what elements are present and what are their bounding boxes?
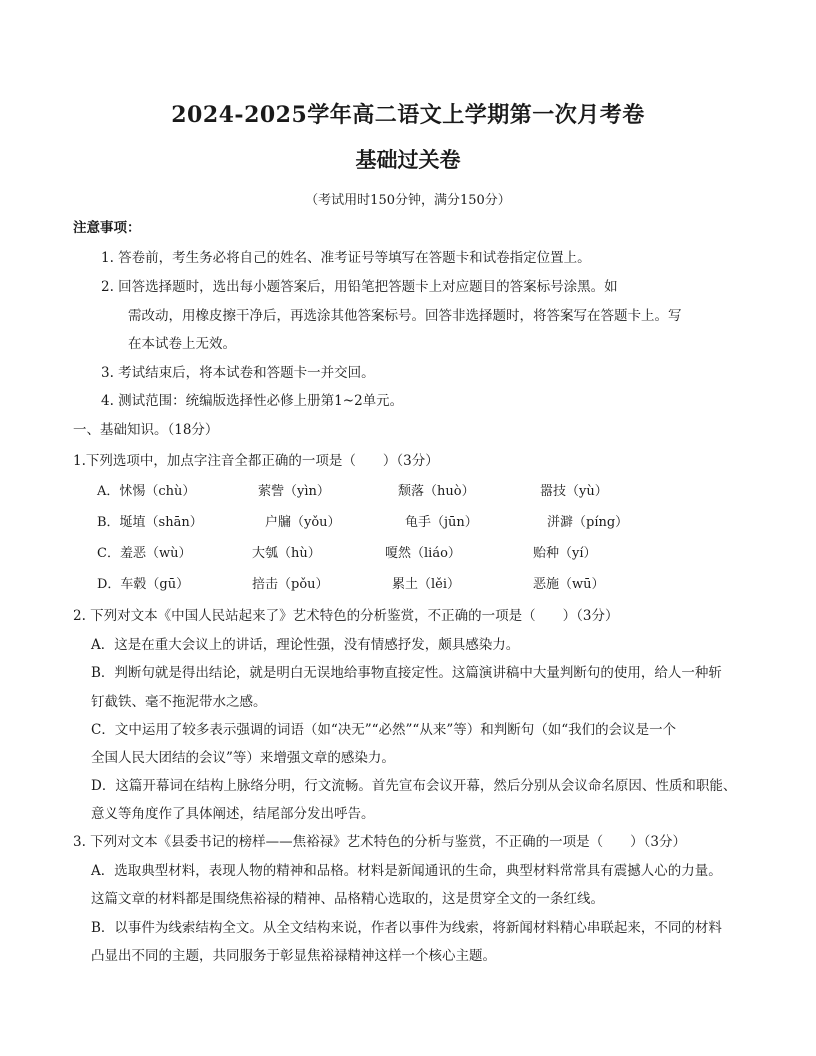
notice-item-continued: 需改动，用橡皮擦干净后，再选涂其他答案标号。回答非选择题时，将答案写在答题卡上。写 — [128, 308, 682, 324]
page-title: 2024-2025学年高二语文上学期第一次月考卷 — [171, 102, 645, 128]
q1-option-a-2: 萦訾（yìn） — [258, 484, 330, 499]
exam-info: （考试用时150分钟，满分150分） — [305, 193, 511, 208]
q1-option-c-2: 大瓠（hù） — [252, 546, 321, 561]
q1-option-d-3: 累土（lěi） — [392, 577, 461, 592]
q2-option-line: C．文中运用了较多表示强调的词语（如“决无”“必然”“从来”等）和判断句（如“我们的会议是一个 — [91, 722, 677, 738]
notice-item: 3. 考试结束后，将本试卷和答题卡一并交回。 — [101, 365, 375, 381]
q1-option-c-1: C．羞恶（wù） — [97, 546, 192, 561]
notice-heading: 注意事项： — [73, 220, 141, 236]
q1-option-a-4: 嚣技（yù） — [540, 484, 608, 499]
q3-option-line: B．以事件为线索结构全文。从全文结构来说，作者以事件为线索，将新闻材料精心串联起来，不同的材料 — [91, 920, 722, 936]
question-3-stem: 3. 下列对文本《县委书记的榜样——焦裕禄》艺术特色的分析与鉴赏，不正确的一项是（ ）（3分） — [73, 834, 687, 850]
q2-option-line: 意义等角度作了具体阐述，结尾部分发出呼告。 — [91, 806, 375, 822]
page-subtitle: 基础过关卷 — [355, 147, 461, 172]
q1-option-b-4: 洴澼（píng） — [547, 515, 629, 530]
q1-option-d-1: D．车毂（gū） — [97, 577, 190, 592]
q3-option-line: A．选取典型材料，表现人物的精神和品格。材料是新闻通讯的生命，典型材料常常具有震撼人心的力量。 — [91, 863, 722, 879]
q3-option-line: 凸显出不同的主题，共同服务于彰显焦裕禄精神这样一个核心主题。 — [91, 948, 496, 964]
q2-option-line: A．这是在重大会议上的讲话，理论性强，没有情感抒发，颇具感染力。 — [91, 637, 520, 653]
q1-option-d-4: 恶施（wū） — [533, 577, 605, 592]
q1-option-b-2: 户牖（yǒu） — [265, 515, 341, 530]
section-heading: 一、基础知识。（18分） — [73, 422, 219, 438]
q1-option-c-4: 贻种（yí） — [533, 546, 597, 561]
question-1-stem: 1.下列选项中，加点字注音全都正确的一项是（ ）（3分） — [73, 453, 439, 469]
notice-item: 1. 答卷前，考生务必将自己的姓名、准考证号等填写在答题卡和试卷指定位置上。 — [101, 250, 591, 266]
question-2-stem: 2. 下列对文本《中国人民站起来了》艺术特色的分析鉴赏，不正确的一项是（ ）（3分） — [73, 608, 619, 624]
q1-option-c-3: 嗄然（liáo） — [385, 546, 461, 561]
notice-item-continued: 在本试卷上无效。 — [128, 336, 236, 352]
q2-option-line: D．这篇开幕词在结构上脉络分明，行文流畅。首先宣布会议开幕，然后分别从会议命名原因、性质和职能、 — [91, 778, 737, 794]
q2-option-line: 全国人民大团结的会议”等）来增强文章的感染力。 — [91, 750, 395, 766]
q1-option-a-3: 颓落（huò） — [398, 484, 475, 499]
q2-option-line: B．判断句就是得出结论，就是明白无误地给事物直接定性。这篇演讲稿中大量判断句的使用，给人一种斩 — [91, 665, 722, 681]
q1-option-b-1: B．埏埴（shān） — [97, 515, 203, 530]
q3-option-line: 这篇文章的材料都是围绕焦裕禄的精神、品格精心选取的，这是贯穿全文的一条红线。 — [91, 891, 604, 907]
q1-option-a-1: A．怵惕（chù） — [97, 484, 196, 499]
q1-option-b-3: 龟手（jūn） — [405, 515, 478, 530]
q2-option-line: 钉截铁、毫不拖泥带水之感。 — [91, 694, 267, 710]
notice-item: 4. 测试范围：统编版选择性必修上册第1~2单元。 — [101, 393, 404, 409]
q1-option-d-2: 掊击（pǒu） — [252, 577, 329, 592]
notice-item: 2. 回答选择题时，选出每小题答案后，用铅笔把答题卡上对应题目的答案标号涂黑。如 — [101, 279, 618, 295]
